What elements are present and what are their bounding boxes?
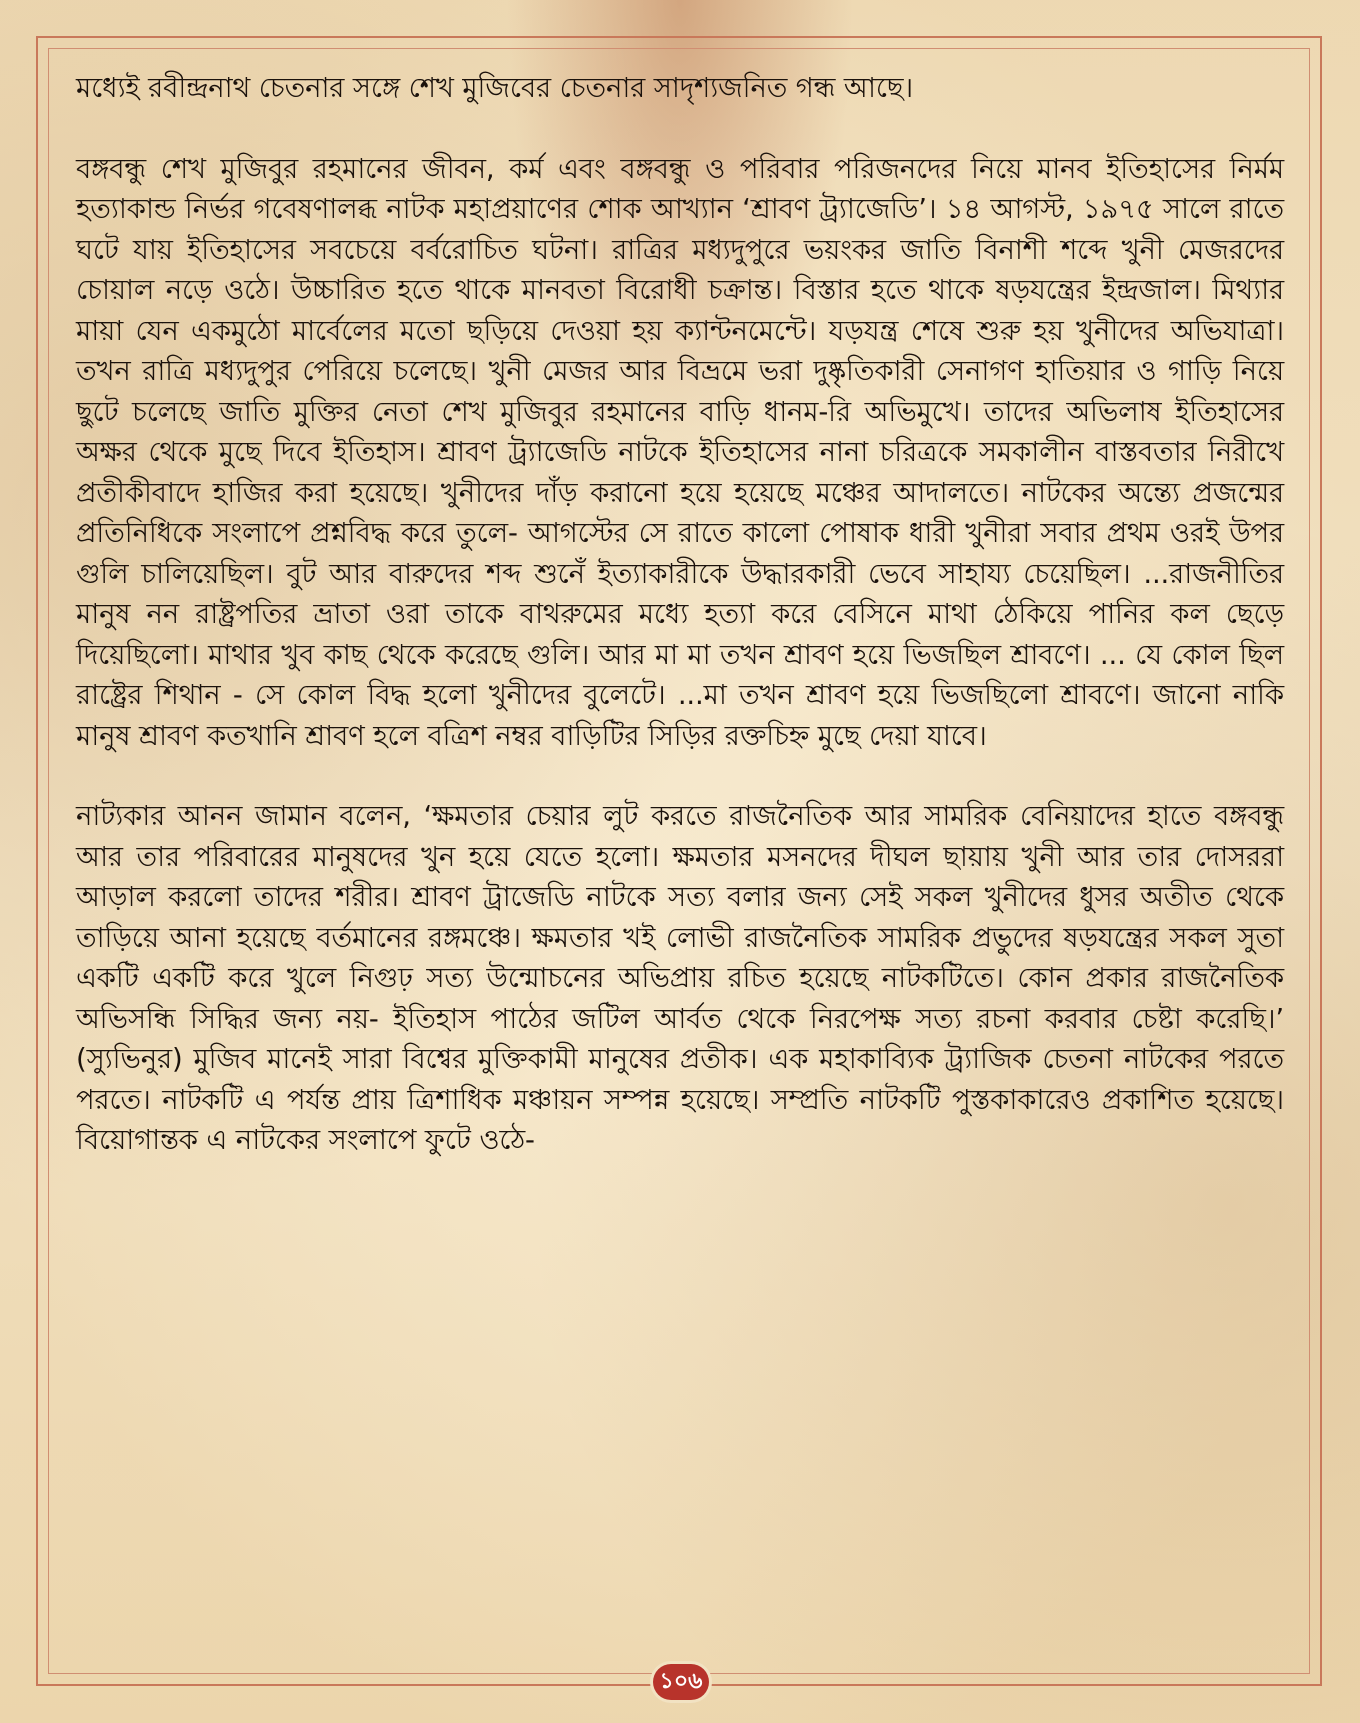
paragraph-spacer	[76, 756, 1284, 796]
page-body	[76, 68, 1284, 1161]
page-number: ১০৬	[653, 1664, 709, 1700]
paragraph-playwright-quote: নাট্যকার আনন জামান বলেন, ‘ক্ষমতার চেয়ার লুট করতে রাজনৈতিক আর সামরিক বেনিয়াদের হাতে বঙ্গবন্ধু আর তার পরিবারের মানুষদের খুন হয়ে যেতে হলো। ক্ষমতার মসনদের দীঘল ছায়ায় খুনী আর তার দোসররা আড়াল করলো তাদের শরীর। শ্রাবণ ট্রাজেডি নাটকে সত্য বলার জন্য সেই সকল খুনীদের ধুসর অতীত থেকে তাড়িয়ে আনা হয়েছে বর্তমানের রঙ্গমঞ্চে। ক্ষমতার খই লোভী রাজনৈতিক সামরিক প্রভুদের ষড়যন্ত্রের সকল সুতা একটি একটি করে খুলে নিগুঢ় সত্য উন্মোচনের অভিপ্রায় রচিত হয়েছে নাটকটিতে। কোন প্রকার রাজনৈতিক অভিসন্ধি সিদ্ধির জন্য নয়- ইতিহাস পাঠের জটিল আর্বত থেকে নিরপেক্ষ সত্য রচনা করবার চেষ্টা করেছি।’ (স্যুভিনুর) মুজিব মানেই সারা বিশ্বের মুক্তিকামী মানুষের প্রতীক। এক মহাকাব্যিক ট্র্যাজিক চেতনা নাটকের পরতে পরতে। নাটকটি এ পর্যন্ত প্রায় ত্রিশাধিক মঞ্চায়ন সম্পন্ন হয়েছে। সম্প্রতি নাটকটি পুস্তকাকারেও প্রকাশিত হয়েছে। বিয়োগান্তক এ নাটকের সংলাপে ফুটে ওঠে-	[76, 800, 1284, 1156]
paragraph-sraban-tragedy: বঙ্গবন্ধু শেখ মুজিবুর রহমানের জীবন, কর্ম এবং বঙ্গবন্ধু ও পরিবার পরিজনদের নিয়ে মানব ইতিহাসের নির্মম হত্যাকান্ড নির্ভর গবেষণালব্ধ নাটক মহাপ্রয়াণের শোক আখ্যান ‘শ্রাবণ ট্র্যাজেডি’। ১৪ আগস্ট, ১৯৭৫ সালে রাতে ঘটে যায় ইতিহাসের সবচেয়ে বর্বরোচিত ঘটনা। রাত্রির মধ্যদুপুরে ভয়ংকর জাতি বিনাশী শব্দে খুনী মেজরদের চোয়াল নড়ে ওঠে। উচ্চারিত হতে থাকে মানবতা বিরোধী চক্রান্ত। বিস্তার হতে থাকে ষড়যন্ত্রের ইন্দ্রজাল। মিথ্যার মায়া যেন একমুঠো মার্বেলের মতো ছড়িয়ে দেওয়া হয় ক্যান্টনমেন্টে। যড়যন্ত্র শেষে শুরু হয় খুনীদের অভিযাত্রা। তখন রাত্রি মধ্যদুপুর পেরিয়ে চলেছে। খুনী মেজর আর বিভ্রমে ভরা দুষ্কৃতিকারী সেনাগণ হাতিয়ার ও গাড়ি নিয়ে ছুটে চলেছে জাতি মুক্তির নেতা শেখ মুজিবুর রহমানের বাড়ি ধানম-রি অভিমুখে। তাদের অভিলাষ ইতিহাসের অক্ষর থেকে মুছে দিবে ইতিহাস। শ্রাবণ ট্র্যাজেডি নাটকে ইতিহাসের নানা চরিত্রকে সমকালীন বাস্তবতার নিরীখে প্রতীকীবাদে হাজির করা হয়েছে। খুনীদের দাঁড় করানো হয়ে হয়েছে মঞ্চের আদালতে। নাটকের অন্ত্যে প্রজন্মের প্রতিনিধিকে সংলাপে প্রশ্নবিদ্ধ করে তুলে- আগস্টের সে রাতে কালো পোষাক ধারী খুনীরা সবার প্রথম ওরই উপর গুলি চালিয়েছিল। বুট আর বারুদের শব্দ শুনেঁ ইত্যাকারীকে উদ্ধারকারী ভেবে সাহায্য চেয়েছিল। ...রাজনীতির মানুষ নন রাষ্ট্রপতির ভ্রাতা ওরা তাকে বাথরুমের মধ্যে হত্যা করে বেসিনে মাথা ঠেকিয়ে পানির কল ছেড়ে দিয়েছিলো। মাথার খুব কাছ থেকে করেছে গুলি। আর মা মা তখন শ্রাবণ হয়ে ভিজছিল শ্রাবণে। ... যে কোল ছিল রাষ্ট্রের শিথান - সে কোল বিদ্ধ হলো খুনীদের বুলেটে। ...মা তখন শ্রাবণ হয়ে ভিজছিলো শ্রাবণে। জানো নাকি মানুষ শ্রাবণ কতখানি শ্রাবণ হলে বত্রিশ নম্বর বাড়িটির সিড়ির রক্তচিহ্ন মুছে দেয়া যাবে।	[76, 152, 1284, 752]
paragraph-intro: মধ্যেই রবীন্দ্রনাথ চেতনার সঙ্গে শেখ মুজিবের চেতনার সাদৃশ্যজনিত গন্ধ আছে।	[76, 72, 914, 104]
paragraph-spacer	[76, 109, 1284, 149]
